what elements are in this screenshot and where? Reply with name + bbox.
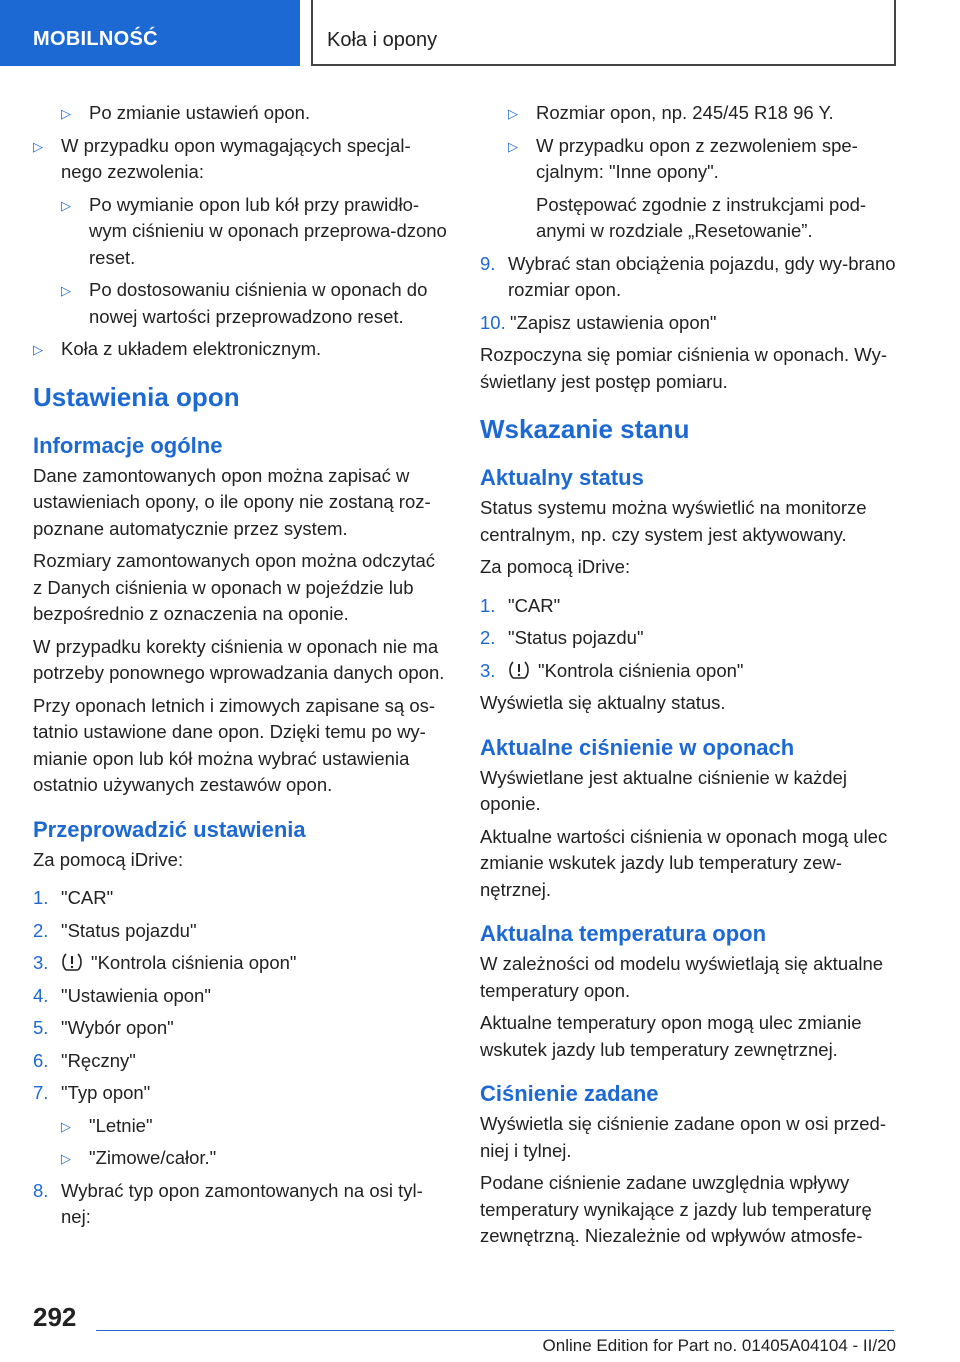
triangle-right-icon: ▷ [61, 197, 71, 213]
heading-general-info: Informacje ogólne [33, 432, 223, 458]
list-item: ▷ "Zimowe/całor." [61, 1145, 449, 1172]
step-item: 7. "Typ opon" [33, 1082, 151, 1103]
header-section-label: MOBILNOŚĆ [33, 28, 158, 50]
list-item: ▷ W przypadku opon z zezwoleniem spe-cjalnym: "Inne opony". [508, 134, 858, 182]
tire-pressure-icon [508, 660, 530, 680]
paragraph: Rozmiary zamontowanych opon można odczytać z Danych ciśnienia w oponach w pojeździe lub bezpośrednio z oznaczenia na oponie. [33, 550, 436, 624]
heading-tire-temperature: Aktualna temperatura opon [480, 921, 767, 946]
tire-pressure-icon [61, 952, 83, 972]
footer-divider [96, 1330, 894, 1331]
list-item: ▷ W przypadku opon wymagających specjal-nego zezwolenia: [33, 134, 411, 182]
paragraph: Status systemu można wyświetlić na monitorze centralnym, np. czy system jest aktywowany. [480, 497, 867, 545]
heading-target-pressure: Ciśnienie zadane [480, 1081, 659, 1106]
step-item: 2. "Status pojazdu" [480, 627, 644, 648]
step-item: 10. "Zapisz ustawienia opon" [480, 311, 717, 333]
step-item: 2. "Status pojazdu" [33, 919, 197, 941]
list-item: ▷ Po zmianie ustawień opon. [61, 100, 449, 127]
right-column [480, 100, 898, 1256]
paragraph: Rozpoczyna się pomiar ciśnienia w oponach. Wy-świetlany jest postęp pomiaru. [480, 344, 888, 392]
triangle-right-icon: ▷ [508, 106, 518, 121]
step-item: 5. "Wybór opon" [33, 1017, 174, 1038]
triangle-right-icon: ▷ [61, 1118, 71, 1134]
triangle-right-icon: ▷ [33, 138, 43, 154]
step-item: 9. Wybrać stan obciążenia pojazdu, gdy wy-brano rozmiar opon. [480, 252, 896, 300]
header-chapter-box [311, 0, 896, 66]
page-number: 292 [33, 1302, 77, 1332]
step-item: 6. "Ręczny" [33, 1049, 136, 1071]
heading-status-display: Wskazanie stanu [480, 414, 690, 444]
triangle-right-icon: ▷ [33, 342, 43, 357]
paragraph: W zależności od modelu wyświetlają się aktualne temperatury opon. [480, 953, 884, 1001]
heading-current-status: Aktualny status [480, 465, 644, 490]
idrive-intro: Za pomocą iDrive: [33, 848, 184, 870]
paragraph: Aktualne wartości ciśnienia w oponach mogą ulec zmianie wskutek jazdy lub temperatury zew-nętrznej. [480, 825, 888, 900]
paragraph: Wyświetla się ciśnienie zadane opon w osi przed-niej i tylnej. [480, 1113, 887, 1161]
heading-apply-settings: Przeprowadzić ustawienia [33, 816, 306, 842]
step-item: 1. "CAR" [480, 594, 561, 616]
step-item: 4. "Ustawienia opon" [33, 984, 211, 1006]
step-item: 8. Wybrać typ opon zamontowanych na osi tyl-nej: [33, 1179, 423, 1227]
triangle-right-icon: ▷ [61, 283, 71, 298]
heading-current-pressure: Aktualne ciśnienie w oponach [480, 734, 795, 760]
triangle-right-icon: ▷ [61, 106, 71, 121]
list-item: ▷ Po wymianie opon lub kół przy prawidło-wym ciśnieniu w oponach przeprowa-dzono reset. [61, 193, 447, 268]
triangle-right-icon: ▷ [61, 1151, 71, 1166]
list-continuation: Postępować zgodnie z instrukcjami pod-anymi w rozdziale „Resetowanie”. [536, 193, 867, 241]
paragraph: Podane ciśnienie zadane uwzględnia wpływy temperatury wynikające z jazdy lub temperaturę zewnętrzną. Niezależnie od wpływów atmosfe- [480, 1172, 872, 1246]
idrive-intro: Za pomocą iDrive: [480, 556, 631, 577]
list-item: ▷ "Letnie" [61, 1113, 449, 1140]
paragraph: Aktualne temperatury opon mogą ulec zmianie wskutek jazdy lub temperatury zewnętrznej. [480, 1012, 862, 1060]
paragraph: Wyświetlane jest aktualne ciśnienie w każdej oponie. [480, 766, 847, 814]
paragraph: Wyświetla się aktualny status. [480, 692, 726, 713]
left-column [33, 100, 449, 1237]
footer-edition: Online Edition for Part no. 01405A04104 - II/20 [542, 1336, 896, 1355]
step-item: 3. "Kontrola ciśnienia opon" [480, 659, 744, 681]
step-item: 1. "CAR" [33, 887, 114, 908]
list-item: ▷ Po dostosowaniu ciśnienia w oponach do nowej wartości przeprowadzono reset. [61, 279, 428, 327]
paragraph: Dane zamontowanych opon można zapisać w ustawieniach opony, o ile opony nie zostaną roz-poznane automatycznie przez system. [33, 464, 431, 539]
paragraph: Przy oponach letnich i zimowych zapisane są os-tatnio ustawione dane opon. Dzięki temu po wy-mianie opon lub kół można wybrać ustawienia ostatnio używanych zestawów opon. [33, 694, 436, 795]
step-item: 3. "Kontrola ciśnienia opon" [33, 952, 297, 973]
triangle-right-icon: ▷ [508, 138, 518, 154]
list-item: ▷ Rozmiar opon, np. 245/45 R18 96 Y. [508, 100, 898, 127]
heading-tire-settings: Ustawienia opon [33, 381, 240, 412]
header-chapter-label: Koła i opony [327, 29, 438, 51]
header-section-tab [0, 0, 300, 66]
list-item: ▷ Koła z układem elektronicznym. [33, 336, 449, 363]
paragraph: W przypadku korekty ciśnienia w oponach nie ma potrzeby ponownego wprowadzania danych opon. [33, 635, 445, 683]
